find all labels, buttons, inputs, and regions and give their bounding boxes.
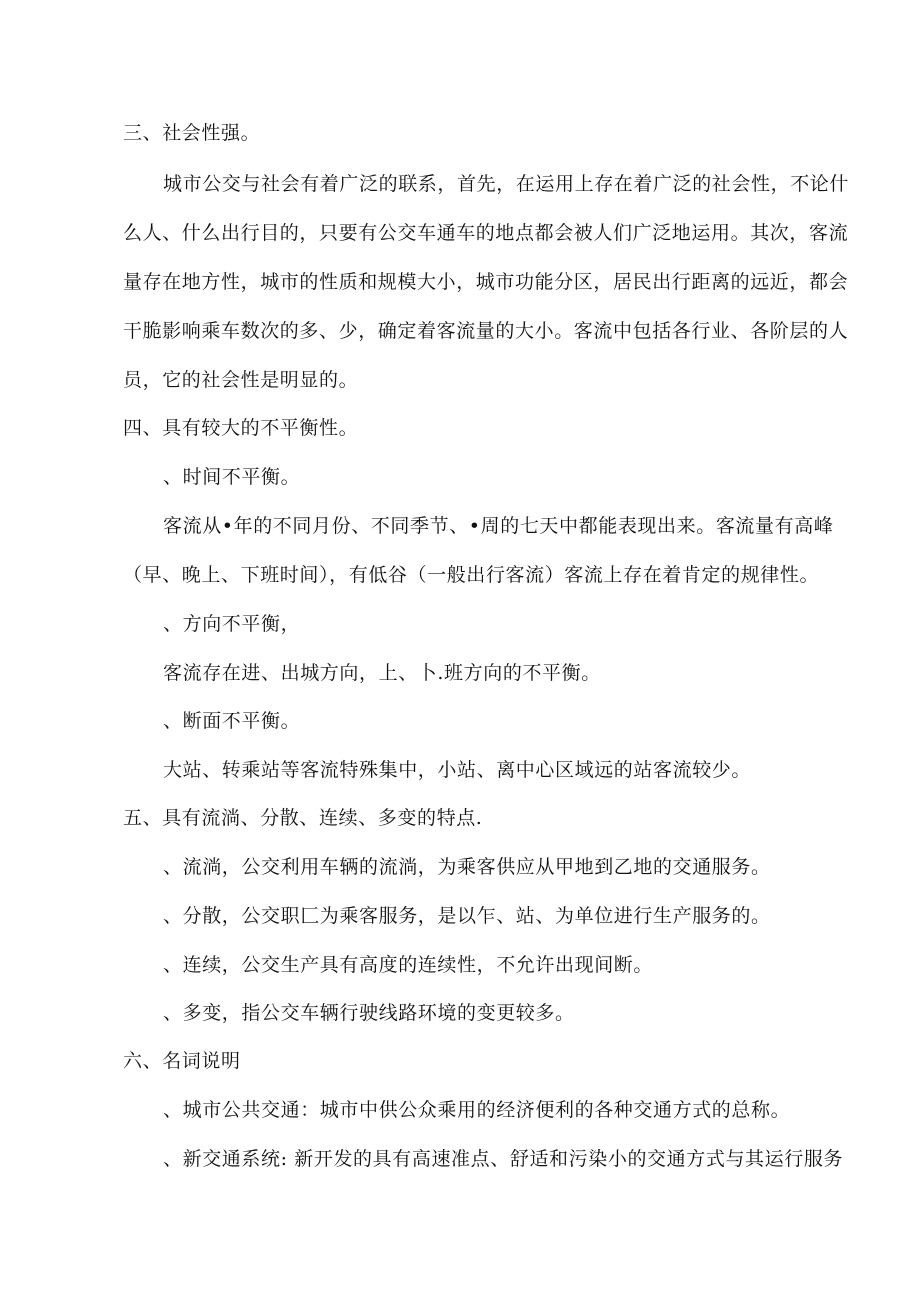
subheading-cross-section: 、断面不平衡。 <box>163 710 301 732</box>
list-item: 、城市公共交通：城市中供公众乘用的经济便利的各种交通方式的总称。 <box>163 1099 791 1121</box>
paragraph-line: （早、晚上、下班时间），有低谷（一般出行客流）客流上存在着肯定的规律性。 <box>123 564 820 586</box>
subheading-time: 、时间不平衡。 <box>163 466 301 488</box>
section-heading-3: 三、社会性强。 <box>123 122 261 144</box>
subheading-direction: 、方向不平衡， <box>163 613 301 635</box>
list-item: 、连续，公交生产具有高度的连续性，不允许出现间断。 <box>163 954 654 976</box>
paragraph-line: 干脆影响乘车数次的多、少，确定着客流量的大小。客流中包括各行业、各阶层的人 <box>123 320 849 342</box>
paragraph-line: 量存在地方性，城市的性质和规模大小，城市功能分区，居民出行距离的远近，都会 <box>123 271 849 293</box>
section-heading-4: 四、具有较大的不平衡性。 <box>123 417 359 439</box>
paragraph-line: 客流从•年的不同月份、不同季节、•周的七天中都能表现出来。客流量有高峰 <box>163 515 834 537</box>
paragraph-line: 客流存在进、出城方向，上、卜.班方向的不平衡。 <box>163 662 601 684</box>
paragraph-line: 城市公交与社会有着广泛的联系，首先，在运用上存在着广泛的社会性，不论什 <box>163 173 850 195</box>
paragraph-line: 大站、转乘站等客流特殊集中，小站、离中心区域远的站客流较少。 <box>163 759 752 781</box>
list-item: 、多变，指公交车辆行驶线路环境的变更较多。 <box>163 1002 575 1024</box>
list-item: 、新交通系统: 新开发的具有高速准点、舒适和污染小的交通方式与其运行服务 <box>163 1148 844 1170</box>
section-heading-6: 六、名词说明 <box>123 1050 241 1072</box>
section-heading-5: 五、具有流淌、分散、连续、多变的特点. <box>123 807 483 829</box>
paragraph-line: 员，它的社会性是明显的。 <box>123 369 359 391</box>
list-item: 、流淌，公交利用车辆的流淌，为乘客供应从甲地到乙地的交通服务。 <box>163 856 771 878</box>
paragraph-line: 么人、什么出行目的，只要有公交车通车的地点都会被人们广泛地运用。其次，客流 <box>123 222 849 244</box>
list-item: 、分散，公交职匚为乘客服务，是以乍、站、为单位进行生产服务的。 <box>163 905 771 927</box>
